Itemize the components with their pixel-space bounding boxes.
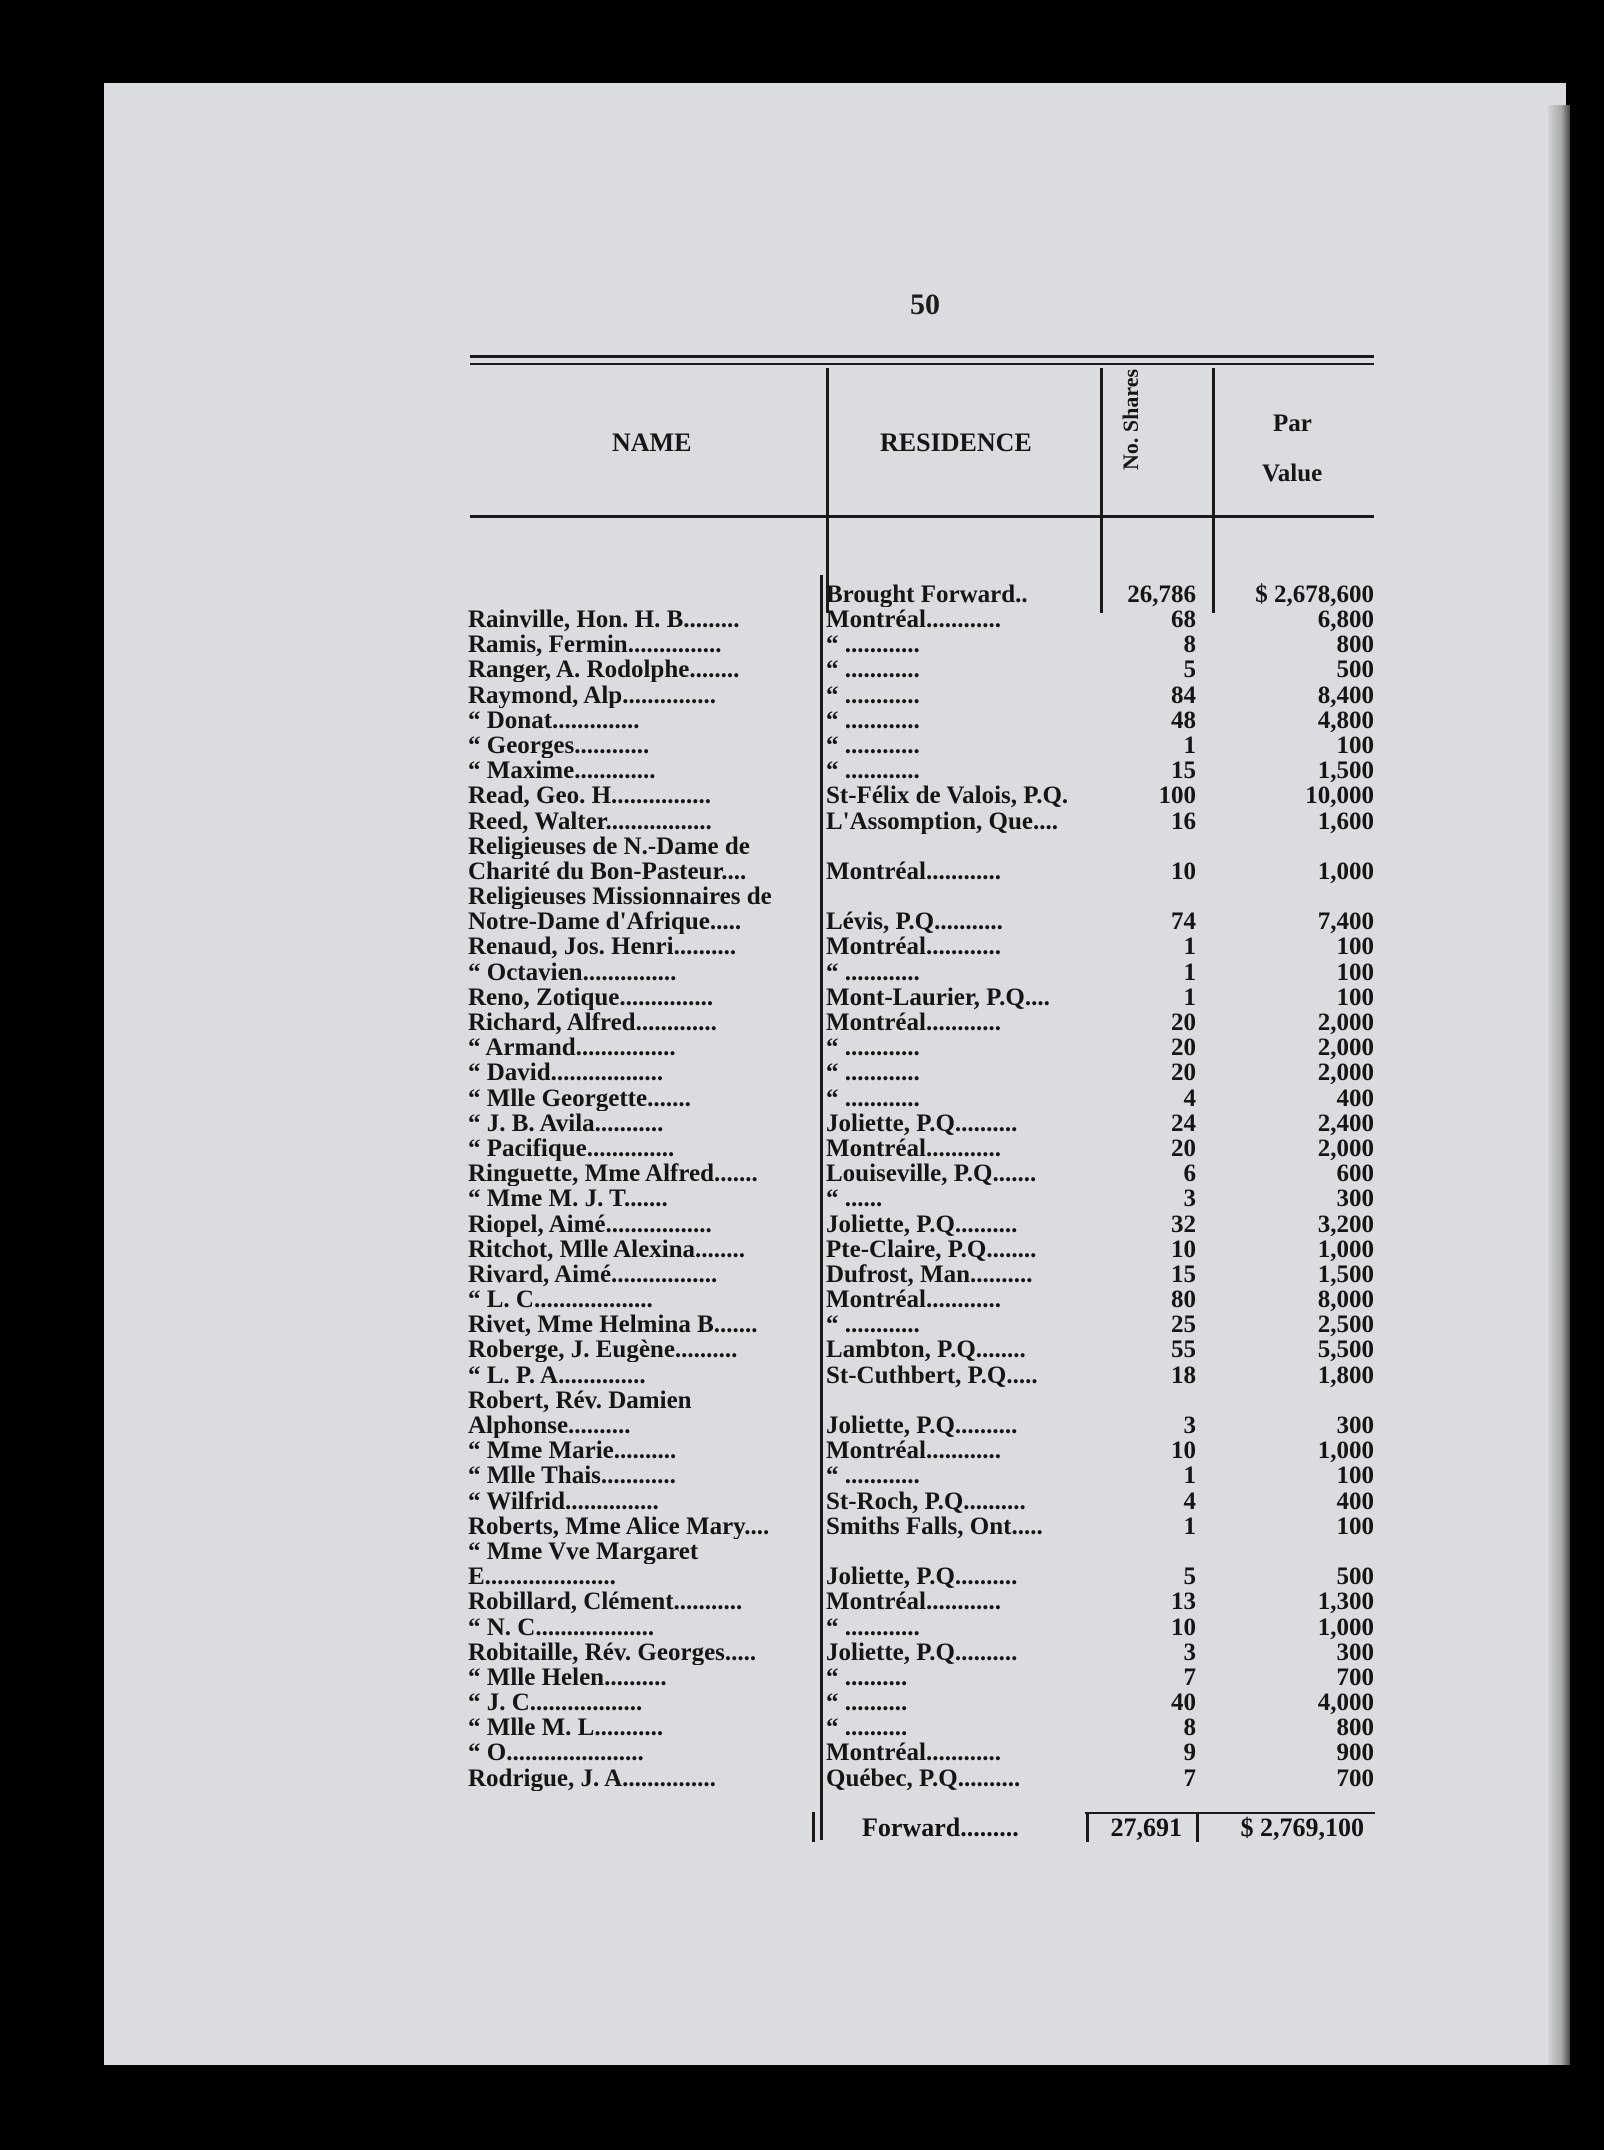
header-residence: RESIDENCE: [880, 428, 1032, 457]
residence: “ ............: [826, 959, 920, 985]
table-row: [0, 1035, 1604, 1060]
header-value: Value: [1262, 460, 1323, 487]
table-row: [0, 985, 1604, 1010]
par-value: 100: [1336, 732, 1374, 758]
table-row: [0, 1337, 1604, 1362]
shares: 10: [1171, 1614, 1196, 1640]
shares: 1: [1183, 1463, 1196, 1489]
par-value: 300: [1336, 1413, 1374, 1438]
table-row: [0, 607, 1604, 632]
shareholder-name: “ Donat..............: [468, 707, 640, 733]
shares: 3: [1183, 1639, 1196, 1665]
shares: 20: [1171, 1060, 1196, 1086]
shareholder-name: Riopel, Aimé.................: [468, 1211, 712, 1237]
forward-divider-1: [812, 1812, 815, 1842]
residence: “ ......: [826, 1186, 883, 1212]
par-value: 100: [1336, 1513, 1374, 1539]
brought-forward-shares: 26,786: [1127, 582, 1196, 607]
residence: St-Cuthbert, P.Q.....: [826, 1362, 1038, 1388]
table-row: [0, 1186, 1604, 1211]
shareholder-name: Renaud, Jos. Henri..........: [468, 934, 737, 960]
shareholder-name: “ Mme Marie..........: [468, 1438, 677, 1464]
table-row: [0, 1539, 1604, 1564]
residence: Smiths Falls, Ont.....: [826, 1513, 1043, 1539]
shareholder-name: “ Pacifique..............: [468, 1135, 675, 1161]
shareholder-name: “ Mlle M. L...........: [468, 1715, 664, 1741]
par-value: 600: [1336, 1161, 1374, 1187]
par-value: 1,800: [1317, 1362, 1374, 1388]
table-row: [0, 632, 1604, 657]
par-value: 6,800: [1317, 607, 1374, 632]
shares: 8: [1183, 632, 1196, 658]
shareholder-name: Reno, Zotique...............: [468, 984, 714, 1010]
shareholder-name: “ N. C...................: [468, 1614, 655, 1640]
shares: 68: [1171, 607, 1196, 632]
column-divider-2: [1100, 368, 1103, 613]
shareholder-name: “ Maxime.............: [468, 758, 656, 784]
table-row: [0, 1413, 1604, 1438]
par-value: 100: [1336, 934, 1374, 960]
header-bottom-rule: [470, 515, 1374, 518]
shares: 100: [1158, 783, 1196, 809]
par-value: 8,400: [1317, 682, 1374, 708]
table-row: [0, 783, 1604, 808]
residence: Montréal............: [826, 1740, 1001, 1766]
residence: St-Félix de Valois, P.Q.: [826, 783, 1069, 809]
table-row: [0, 934, 1604, 959]
shareholder-name: “ J. B. Avila...........: [468, 1110, 664, 1136]
table-row: [0, 683, 1604, 708]
residence: Montréal............: [826, 934, 1001, 960]
shareholder-name: “ Georges............: [468, 732, 650, 758]
header-par: Par: [1273, 410, 1312, 437]
shareholder-name: Notre-Dame d'Afrique.....: [468, 909, 742, 935]
table-row: [0, 1589, 1604, 1614]
shareholder-name: E.....................: [468, 1564, 616, 1590]
table-row: [0, 1237, 1604, 1262]
shareholder-name: Robert, Rév. Damien: [468, 1387, 692, 1413]
residence: Montréal............: [826, 1010, 1001, 1035]
table-row: [0, 1640, 1604, 1665]
residence: St-Roch, P.Q..........: [826, 1488, 1026, 1514]
table-row: [0, 1111, 1604, 1136]
shareholder-name: Read, Geo. H................: [468, 783, 712, 809]
par-value: 1,500: [1317, 1261, 1374, 1287]
shareholder-name: “ David..................: [468, 1060, 664, 1086]
residence: “ ............: [826, 1085, 920, 1111]
shares: 7: [1183, 1765, 1196, 1791]
par-value: 1,000: [1317, 858, 1374, 884]
shares: 1: [1183, 984, 1196, 1010]
shareholder-name: “ Mme M. J. T.......: [468, 1186, 668, 1212]
par-value: 400: [1336, 1085, 1374, 1111]
par-value: 1,600: [1317, 808, 1374, 834]
shares: 10: [1171, 1438, 1196, 1464]
brought-forward-row: [0, 582, 1604, 607]
residence: Montréal............: [826, 607, 1001, 632]
brought-forward-value: $ 2,678,600: [1255, 582, 1374, 607]
table-row: [0, 657, 1604, 682]
residence: “ ............: [826, 1614, 920, 1640]
shareholder-name: Ringuette, Mme Alfred.......: [468, 1161, 758, 1187]
table-row: [0, 1514, 1604, 1539]
par-value: 2,000: [1317, 1035, 1374, 1061]
residence: Lambton, P.Q........: [826, 1337, 1026, 1363]
shares: 1: [1183, 959, 1196, 985]
residence: Montréal............: [826, 858, 1001, 884]
residence: “ ..........: [826, 1690, 908, 1716]
shares: 5: [1183, 1564, 1196, 1590]
residence: Mont-Laurier, P.Q....: [826, 984, 1050, 1010]
table-row: [0, 809, 1604, 834]
residence: “ ............: [826, 632, 920, 658]
table-row: [0, 1363, 1604, 1388]
shares: 13: [1171, 1589, 1196, 1615]
par-value: 10,000: [1305, 783, 1374, 809]
shares: 16: [1171, 808, 1196, 834]
par-value: 7,400: [1317, 909, 1374, 935]
residence: Montréal............: [826, 1438, 1001, 1464]
residence: Pte-Claire, P.Q........: [826, 1236, 1037, 1262]
par-value: 100: [1336, 1463, 1374, 1489]
residence: “ ..........: [826, 1715, 908, 1741]
shareholder-name: Robitaille, Rév. Georges.....: [468, 1639, 757, 1665]
shareholder-name: “ Mlle Georgette.......: [468, 1085, 691, 1111]
residence: “ ............: [826, 758, 920, 784]
shares: 3: [1183, 1186, 1196, 1212]
table-row: [0, 1010, 1604, 1035]
table-row: [0, 1690, 1604, 1715]
table-row: [0, 1262, 1604, 1287]
table-row: [0, 960, 1604, 985]
residence: L'Assomption, Que....: [826, 808, 1058, 834]
residence: Joliette, P.Q..........: [826, 1110, 1018, 1136]
shareholder-name: Roberts, Mme Alice Mary....: [468, 1513, 770, 1539]
table-row: [0, 1287, 1604, 1312]
residence: Montréal............: [826, 1589, 1001, 1615]
shares: 1: [1183, 732, 1196, 758]
shareholder-name: “ Mlle Helen..........: [468, 1664, 667, 1690]
shares: 6: [1183, 1161, 1196, 1187]
par-value: 1,500: [1317, 758, 1374, 784]
shares: 84: [1171, 682, 1196, 708]
par-value: 300: [1336, 1186, 1374, 1212]
table-row: [0, 1665, 1604, 1690]
par-value: 2,400: [1317, 1110, 1374, 1136]
par-value: 4,800: [1317, 707, 1374, 733]
table-row: [0, 1312, 1604, 1337]
residence: Montréal............: [826, 1287, 1001, 1313]
shares: 20: [1171, 1010, 1196, 1035]
shares: 15: [1171, 1261, 1196, 1287]
table-row: [0, 859, 1604, 884]
table-row: [0, 884, 1604, 909]
table-row: [0, 1489, 1604, 1514]
par-value: 1,000: [1317, 1438, 1374, 1464]
shareholder-name: Charité du Bon-Pasteur....: [468, 858, 747, 884]
shares: 1: [1183, 934, 1196, 960]
table-row: [0, 1463, 1604, 1488]
shares: 18: [1171, 1362, 1196, 1388]
shares: 55: [1171, 1337, 1196, 1363]
forward-row: [0, 1813, 1604, 1843]
shareholder-name: Ritchot, Mlle Alexina........: [468, 1236, 746, 1262]
forward-label: Forward.........: [862, 1813, 1019, 1842]
shares: 48: [1171, 707, 1196, 733]
par-value: 300: [1336, 1639, 1374, 1665]
shareholder-name: Rainville, Hon. H. B.........: [468, 607, 740, 632]
par-value: 500: [1336, 657, 1374, 683]
page-number: 50: [910, 288, 940, 321]
shareholder-name: “ J. C..................: [468, 1690, 643, 1716]
brought-forward-label: Brought Forward..: [826, 582, 1028, 607]
residence: Joliette, P.Q..........: [826, 1564, 1018, 1590]
forward-divider-2: [1086, 1812, 1089, 1842]
shareholder-name: “ Armand................: [468, 1035, 676, 1061]
shares: 10: [1171, 858, 1196, 884]
shares: 1: [1183, 1513, 1196, 1539]
shares: 25: [1171, 1312, 1196, 1338]
shares: 20: [1171, 1135, 1196, 1161]
shares: 32: [1171, 1211, 1196, 1237]
table-row: [0, 1438, 1604, 1463]
shareholder-name: Ranger, A. Rodolphe........: [468, 657, 740, 683]
par-value: 2,000: [1317, 1010, 1374, 1035]
par-value: 8,000: [1317, 1287, 1374, 1313]
residence: “ ............: [826, 682, 920, 708]
table-row: [0, 834, 1604, 859]
column-divider-1: [826, 368, 829, 613]
shareholder-name: “ Octavien...............: [468, 959, 677, 985]
shares: 3: [1183, 1413, 1196, 1438]
par-value: 5,500: [1317, 1337, 1374, 1363]
table-row: [0, 1564, 1604, 1589]
shares: 74: [1171, 909, 1196, 935]
residence: Lévis, P.Q...........: [826, 909, 1003, 935]
shareholder-name: “ O......................: [468, 1740, 644, 1766]
residence: “ ............: [826, 732, 920, 758]
shareholder-name: Richard, Alfred.............: [468, 1010, 717, 1035]
residence: Joliette, P.Q..........: [826, 1639, 1018, 1665]
table-row: [0, 1388, 1604, 1413]
shares: 15: [1171, 758, 1196, 784]
shareholder-name: Rivard, Aimé.................: [468, 1261, 718, 1287]
shareholder-name: Religieuses de N.-Dame de: [468, 833, 750, 859]
par-value: 1,000: [1317, 1236, 1374, 1262]
shareholder-name: Robillard, Clément...........: [468, 1589, 743, 1615]
par-value: 900: [1336, 1740, 1374, 1766]
header-name: NAME: [612, 428, 692, 457]
shareholder-name: Rodrigue, J. A...............: [468, 1765, 716, 1791]
shareholder-table: [0, 607, 1604, 1791]
shares: 4: [1183, 1488, 1196, 1514]
par-value: 100: [1336, 959, 1374, 985]
shareholder-name: Ramis, Fermin...............: [468, 632, 722, 658]
shareholder-name: Rivet, Mme Helmina B.......: [468, 1312, 758, 1338]
shareholder-name: Alphonse..........: [468, 1413, 631, 1438]
forward-value: $ 2,769,100: [1240, 1813, 1364, 1842]
shareholder-name: Raymond, Alp...............: [468, 682, 716, 708]
shareholder-name: Roberge, J. Eugène..........: [468, 1337, 738, 1363]
residence: Joliette, P.Q..........: [826, 1211, 1018, 1237]
par-value: 2,000: [1317, 1135, 1374, 1161]
par-value: 1,000: [1317, 1614, 1374, 1640]
residence: Dufrost, Man..........: [826, 1261, 1033, 1287]
table-row: [0, 733, 1604, 758]
par-value: 2,500: [1317, 1312, 1374, 1338]
par-value: 400: [1336, 1488, 1374, 1514]
residence: “ ..........: [826, 1664, 908, 1690]
header-top-rule: [470, 355, 1374, 358]
par-value: 800: [1336, 1715, 1374, 1741]
residence: “ ............: [826, 1060, 920, 1086]
shares: 4: [1183, 1085, 1196, 1111]
shares: 20: [1171, 1035, 1196, 1061]
shares: 24: [1171, 1110, 1196, 1136]
residence: Montréal............: [826, 1135, 1001, 1161]
shareholder-name: “ Mlle Thais............: [468, 1463, 676, 1489]
shares: 80: [1171, 1287, 1196, 1313]
header-top-rule-2: [470, 363, 1374, 365]
table-row: [0, 1715, 1604, 1740]
residence: “ ............: [826, 707, 920, 733]
residence: Joliette, P.Q..........: [826, 1413, 1018, 1438]
forward-shares: 27,691: [1110, 1813, 1182, 1842]
table-row: [0, 1086, 1604, 1111]
par-value: 500: [1336, 1564, 1374, 1590]
table-row: [0, 909, 1604, 934]
par-value: 2,000: [1317, 1060, 1374, 1086]
shares: 9: [1183, 1740, 1196, 1766]
table-row: [0, 1060, 1604, 1085]
residence: “ ............: [826, 1463, 920, 1489]
table-row: [0, 1740, 1604, 1765]
column-divider-3: [1212, 368, 1215, 613]
table-row: [0, 1615, 1604, 1640]
shares: 7: [1183, 1664, 1196, 1690]
par-value: 700: [1336, 1664, 1374, 1690]
table-row: [0, 758, 1604, 783]
shareholder-name: Religieuses Missionnaires de: [468, 884, 772, 910]
residence: “ ............: [826, 1312, 920, 1338]
forward-divider-3: [1196, 1812, 1199, 1842]
shares: 5: [1183, 657, 1196, 683]
shareholder-name: “ L. P. A..............: [468, 1362, 646, 1388]
shares: 10: [1171, 1236, 1196, 1262]
table-row: [0, 1161, 1604, 1186]
par-value: 1,300: [1317, 1589, 1374, 1615]
par-value: 800: [1336, 632, 1374, 658]
shares: 8: [1183, 1715, 1196, 1741]
table-row: [0, 1212, 1604, 1237]
table-row: [0, 1766, 1604, 1791]
par-value: 3,200: [1317, 1211, 1374, 1237]
shareholder-name: “ Mme Vve Margaret: [468, 1538, 699, 1564]
residence: “ ............: [826, 657, 920, 683]
par-value: 100: [1336, 984, 1374, 1010]
residence: “ ............: [826, 1035, 920, 1061]
table-row: [0, 1136, 1604, 1161]
residence: Louiseville, P.Q.......: [826, 1161, 1037, 1187]
shareholder-name: Reed, Walter.................: [468, 808, 712, 834]
shareholder-name: “ Wilfrid...............: [468, 1488, 659, 1514]
par-value: 4,000: [1317, 1690, 1374, 1716]
par-value: 700: [1336, 1765, 1374, 1791]
header-shares: No. Shares: [1118, 368, 1143, 470]
residence: Québec, P.Q..........: [826, 1765, 1021, 1791]
table-row: [0, 708, 1604, 733]
shareholder-name: “ L. C...................: [468, 1287, 653, 1313]
shares: 40: [1171, 1690, 1196, 1716]
